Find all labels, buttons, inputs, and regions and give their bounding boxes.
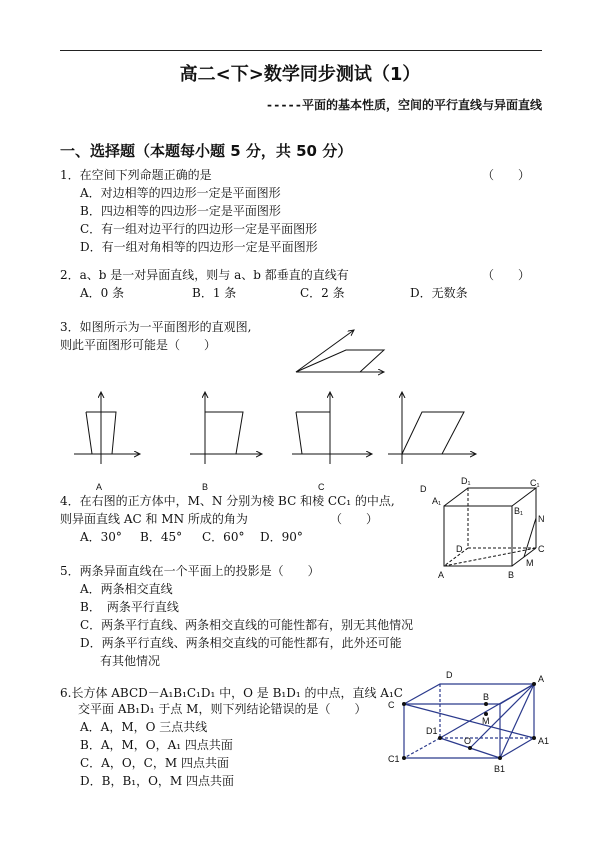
q3-figure-c: [292, 392, 372, 492]
q1-option-a: A．对边相等的四边形一定是平面图形: [80, 186, 281, 200]
q4-label-d1: D₁: [461, 476, 471, 486]
q3-stem-line2: 则此平面图形可能是（ ）: [60, 338, 217, 352]
q4-cube-figure: [432, 476, 545, 580]
q4-option-b: B．45°: [140, 530, 183, 544]
q5-stem: 5．两条异面直线在一个平面上的投影是（ ）: [60, 564, 320, 578]
q4-option-c: C．60°: [202, 530, 245, 544]
q6-label-d: D: [446, 670, 453, 680]
q6-option-d: D．B，B₁，O，M 四点共面: [80, 774, 235, 788]
q6-option-b: B．A，M，O，A₁ 四点共面: [80, 738, 233, 752]
q4-option-a: A．30°: [80, 530, 122, 544]
q2-option-a: A．0 条: [80, 286, 125, 300]
q3-figure-a: [74, 392, 140, 492]
q6-label-b1: B1: [494, 764, 506, 774]
q6-cuboid-figure: [388, 670, 549, 774]
q5-option-c: C．两条平行直线、两条相交直线的可能性都有，别无其他情况: [80, 618, 414, 632]
q6-label-b: B: [483, 692, 490, 702]
q5-option-a: A．两条相交直线: [80, 582, 173, 596]
q2-stem: 2．a、b 是一对异面直线，则与 a、b 都垂直的直线有: [60, 268, 349, 282]
q2-answer-paren: （ ）: [482, 268, 531, 282]
q2-option-d: D．无数条: [410, 286, 468, 300]
q6-option-c: C．A，O，C，M 四点共面: [80, 756, 229, 770]
q4-label-a1: A₁: [432, 496, 442, 506]
q2-option-b: B．1 条: [192, 286, 237, 300]
q6-label-c1: C1: [388, 754, 400, 764]
q6-option-a: A．A，M，O 三点共线: [80, 720, 208, 734]
q4-stem-line2: 则异面直线 AC 和 MN 所成的角为: [60, 512, 248, 526]
q1-answer-paren: （ ）: [482, 168, 531, 182]
q4-answer-paren: （ ）: [330, 512, 379, 526]
q3-intuitive-figure: [296, 330, 384, 372]
q5-option-d-cont: 有其他情况: [100, 654, 161, 668]
q4-label-n: N: [538, 514, 545, 524]
q6-label-o: O: [464, 736, 472, 746]
page-subtitle: -----平面的基本性质，空间的平行直线与异面直线: [265, 98, 542, 112]
section-title: 一、选择题（本题每小题 5 分，共 50 分）: [60, 142, 353, 160]
q6-label-a: A: [538, 674, 545, 684]
q3-label-d: D: [420, 484, 427, 494]
q4-label-c1: C₁: [530, 478, 540, 488]
q4-stem-line1: 4．在右图的正方体中，M、N 分别为棱 BC 和棱 CC₁ 的中点,: [60, 494, 395, 508]
q3-stem-line1: 3．如图所示为一平面图形的直观图,: [60, 320, 252, 334]
q4-label-a: A: [438, 570, 445, 580]
q6-label-a1: A1: [538, 736, 550, 746]
q2-option-c: C．2 条: [300, 286, 345, 300]
q6-label-d1: D1: [426, 726, 438, 736]
q4-label-c: C: [538, 544, 545, 554]
q4-label-d: D: [456, 544, 463, 554]
q6-label-c: C: [388, 700, 395, 710]
q4-label-b: B: [508, 570, 515, 580]
q3-figure-b: [190, 392, 262, 492]
q4-label-m: M: [526, 558, 534, 568]
q6-label-m: M: [482, 716, 490, 726]
q3-label-b: B: [202, 482, 209, 492]
q3-label-c: C: [318, 482, 325, 492]
q1-option-b: B．四边相等的四边形一定是平面图形: [80, 204, 281, 218]
q6-stem-line1: 6.长方体 ABCD－A₁B₁C₁D₁ 中，O 是 B₁D₁ 的中点，直线 A₁C: [60, 686, 403, 700]
q5-option-d: D．两条平行直线、两条相交直线的可能性都有，此外还可能: [80, 636, 402, 650]
q3-label-a: A: [96, 482, 103, 492]
q5-option-b: B． 两条平行直线: [80, 600, 179, 614]
q4-option-d: D．90°: [260, 530, 303, 544]
q1-stem: 1．在空间下列命题正确的是: [60, 168, 212, 182]
q1-option-c: C．有一组对边平行的四边形一定是平面图形: [80, 222, 318, 236]
page-title: 高二<下>数学同步测试（1）: [179, 64, 421, 85]
q4-label-b1: B₁: [514, 506, 524, 516]
q6-stem-line2: 交平面 AB₁D₁ 于点 M，则下列结论错误的是（ ）: [78, 702, 367, 716]
q1-option-d: D．有一组对角相等的四边形一定是平面图形: [80, 240, 318, 254]
